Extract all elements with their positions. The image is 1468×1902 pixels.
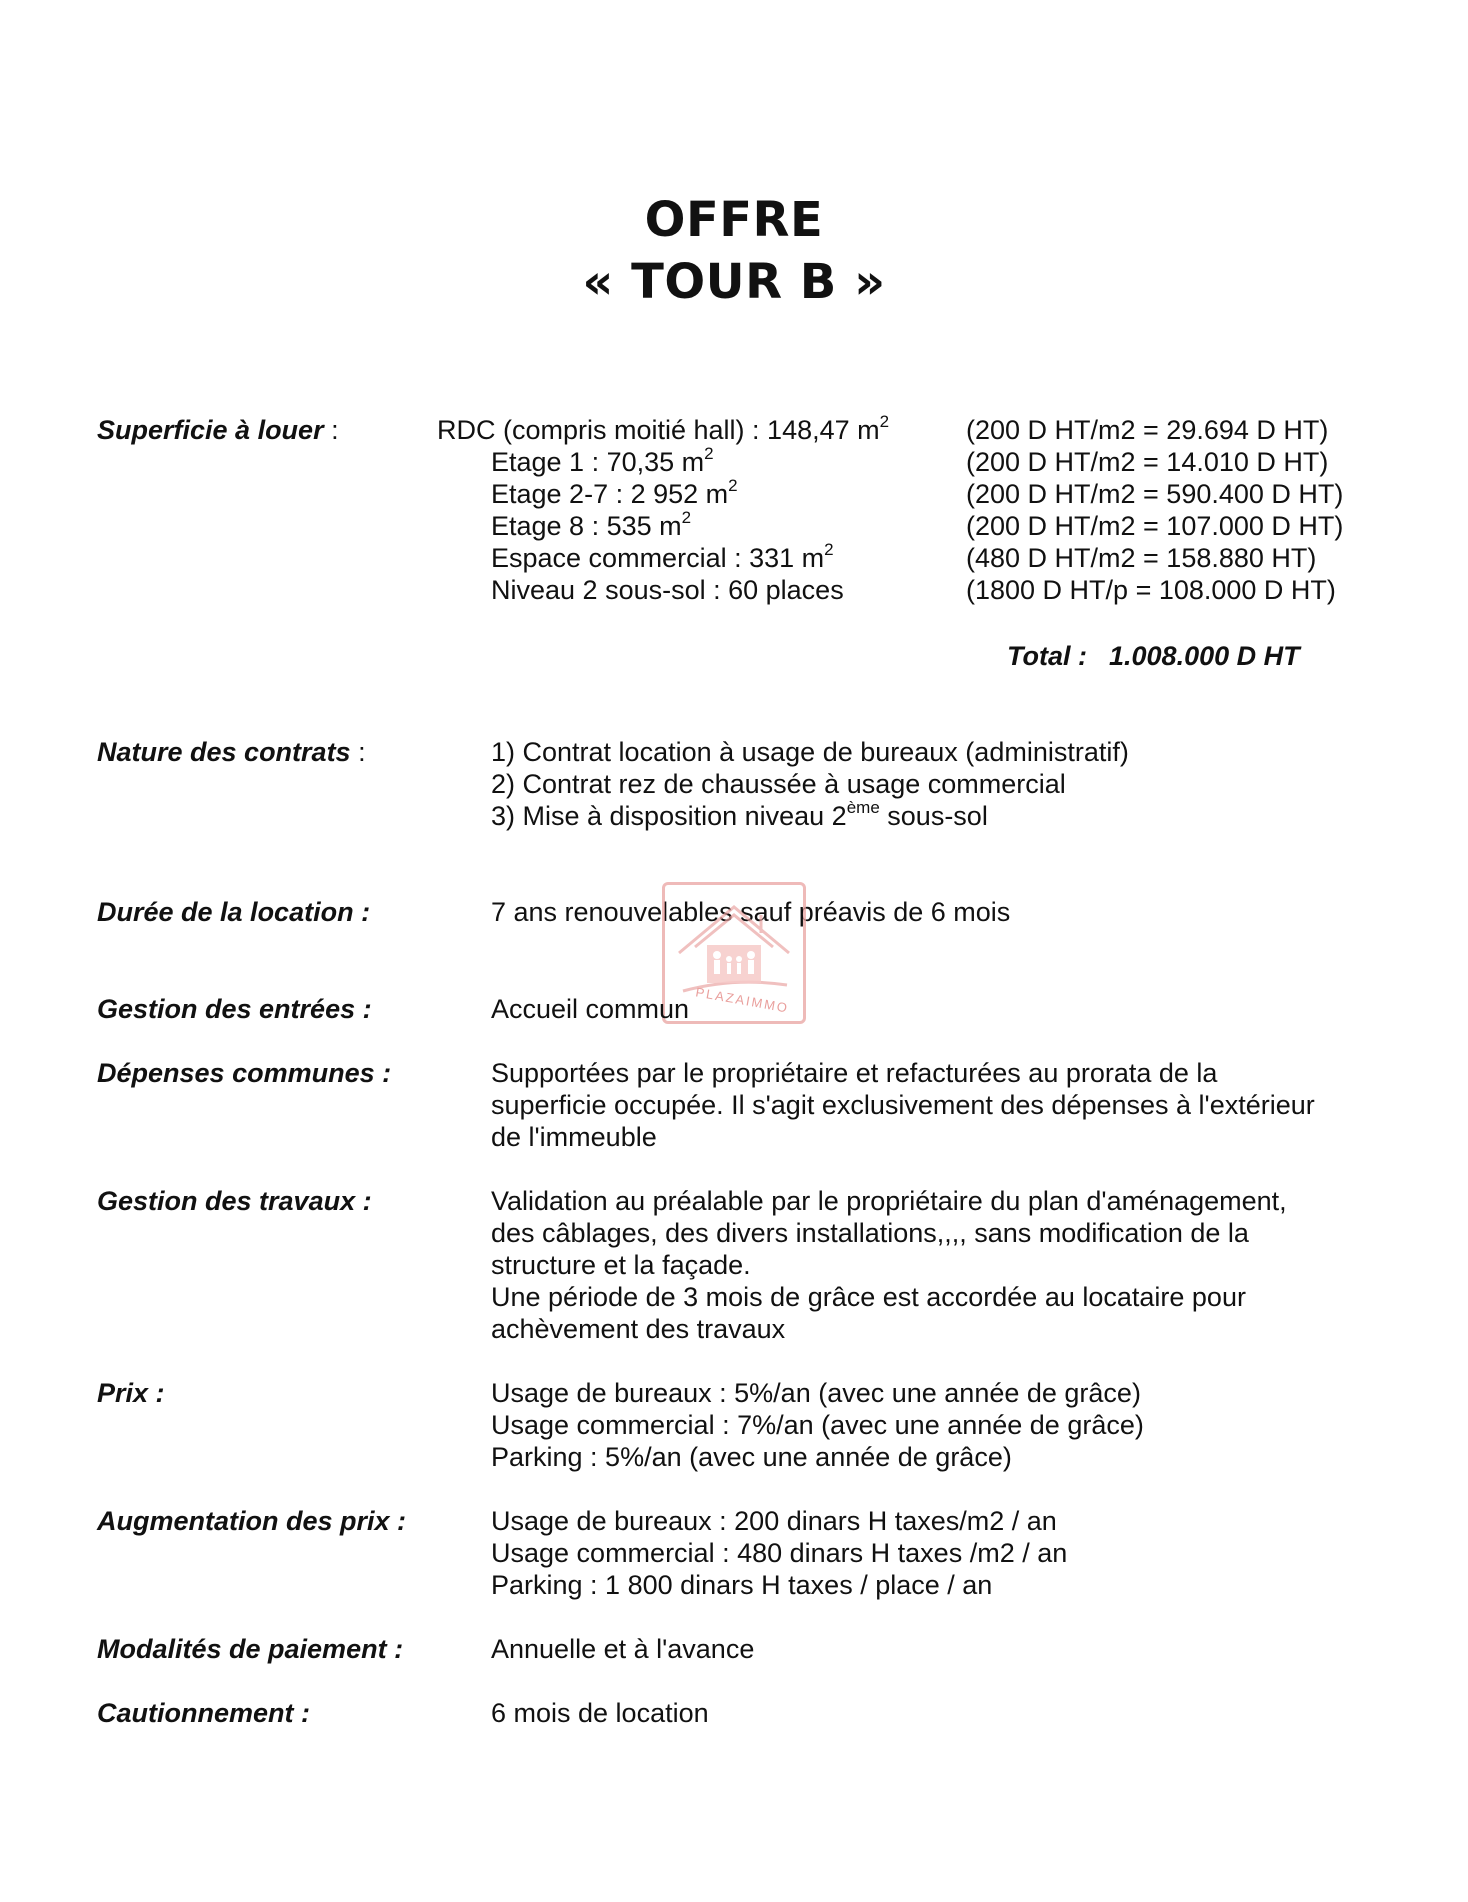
superficie-row-3-left bbox=[491, 510, 844, 542]
nature-line-1: 1) Contrat location à usage de bureaux (administratif) bbox=[491, 737, 1129, 767]
gestion-entrees-label: Gestion des entrées : bbox=[97, 994, 372, 1024]
superficie-row-1-text: Etage 1 : 70,35 m bbox=[491, 447, 705, 477]
prix-line-2: Usage commercial : 7%/an (avec une année de grâce) bbox=[491, 1410, 1144, 1440]
superficie-rows-right bbox=[966, 414, 1343, 606]
nature-label bbox=[97, 736, 366, 768]
superficie-row-4-text: Espace commercial : 331 m bbox=[491, 543, 825, 573]
travaux-line-5: achèvement des travaux bbox=[491, 1314, 786, 1344]
superficie-row-4-left bbox=[491, 542, 844, 574]
depenses-line-3: de l'immeuble bbox=[491, 1122, 657, 1152]
nature-line-2: 2) Contrat rez de chaussée à usage commercial bbox=[491, 769, 1066, 799]
nature-line-3-sup: ème bbox=[846, 798, 880, 817]
superficie-row-5-right: (1800 D HT/p = 108.000 D HT) bbox=[966, 575, 1336, 605]
superficie-row-1-sup: 2 bbox=[704, 444, 714, 463]
paiement-label: Modalités de paiement : bbox=[97, 1634, 404, 1664]
superficie-row-0-left bbox=[437, 414, 889, 446]
superficie-row-3-text: Etage 8 : 535 m bbox=[491, 511, 682, 541]
augmentation-value bbox=[491, 1505, 1067, 1601]
depenses-value bbox=[491, 1057, 1315, 1153]
nature-line-3-a: 3) Mise à disposition niveau 2 bbox=[491, 801, 847, 831]
superficie-row-3-right: (200 D HT/m2 = 107.000 D HT) bbox=[966, 511, 1344, 541]
travaux-line-4: Une période de 3 mois de grâce est accordée au locataire pour bbox=[491, 1282, 1246, 1312]
augmentation-line-1: Usage de bureaux : 200 dinars H taxes/m2 / an bbox=[491, 1506, 1057, 1536]
nature-label-text: Nature des contrats bbox=[97, 737, 351, 767]
superficie-row-5-text: Niveau 2 sous-sol : 60 places bbox=[491, 575, 844, 605]
superficie-label bbox=[97, 414, 339, 446]
superficie-row-2-left bbox=[491, 478, 844, 510]
augmentation-line-3: Parking : 1 800 dinars H taxes / place / an bbox=[491, 1570, 993, 1600]
watermark-text: PLAZAIMMO bbox=[694, 984, 791, 1016]
superficie-row-1-right: (200 D HT/m2 = 14.010 D HT) bbox=[966, 447, 1329, 477]
total-value: 1.008.000 D HT bbox=[1109, 641, 1300, 671]
travaux-value bbox=[491, 1185, 1287, 1345]
prix-value bbox=[491, 1377, 1144, 1473]
augmentation-label: Augmentation des prix : bbox=[97, 1506, 407, 1536]
title-line-2: « TOUR B » bbox=[582, 254, 886, 310]
superficie-rows-left bbox=[491, 446, 844, 606]
superficie-row-1-left bbox=[491, 446, 844, 478]
title-line-1: OFFRE bbox=[644, 192, 824, 248]
superficie-row-2-right: (200 D HT/m2 = 590.400 D HT) bbox=[966, 479, 1344, 509]
superficie-label-text: Superficie à louer bbox=[97, 415, 324, 445]
travaux-label: Gestion des travaux : bbox=[97, 1186, 372, 1216]
travaux-line-2: des câblages, des divers installations,,,, sans modification de la bbox=[491, 1218, 1249, 1248]
augmentation-line-2: Usage commercial : 480 dinars H taxes /m2 / an bbox=[491, 1538, 1068, 1568]
superficie-row-2-sup: 2 bbox=[728, 476, 738, 495]
superficie-row-4-right: (480 D HT/m2 = 158.880 HT) bbox=[966, 543, 1317, 573]
prix-line-1: Usage de bureaux : 5%/an (avec une année de grâce) bbox=[491, 1378, 1141, 1408]
caution-label: Cautionnement : bbox=[97, 1698, 310, 1728]
prix-label: Prix : bbox=[97, 1378, 165, 1408]
superficie-row-0-sup: 2 bbox=[879, 412, 890, 431]
caution-value: 6 mois de location bbox=[491, 1698, 709, 1728]
superficie-row-0-text: RDC (compris moitié hall) : 148,47 m bbox=[437, 415, 880, 445]
paiement-value: Annuelle et à l'avance bbox=[491, 1634, 755, 1664]
depenses-line-2: superficie occupée. Il s'agit exclusivement des dépenses à l'extérieur bbox=[491, 1090, 1315, 1120]
superficie-row-2-text: Etage 2-7 : 2 952 m bbox=[491, 479, 729, 509]
nature-label-colon: : bbox=[350, 737, 366, 767]
superficie-row-5-left bbox=[491, 574, 844, 606]
nature-value bbox=[491, 736, 1129, 832]
prix-line-3: Parking : 5%/an (avec une année de grâce) bbox=[491, 1442, 1012, 1472]
superficie-label-colon: : bbox=[323, 415, 339, 445]
depenses-line-1: Supportées par le propriétaire et refacturées au prorata de la bbox=[491, 1058, 1218, 1088]
superficie-row-0-right: (200 D HT/m2 = 29.694 D HT) bbox=[966, 415, 1329, 445]
depenses-label: Dépenses communes : bbox=[97, 1058, 392, 1088]
superficie-row-3-sup: 2 bbox=[681, 508, 692, 527]
travaux-line-3: structure et la façade. bbox=[491, 1250, 751, 1280]
duree-label: Durée de la location : bbox=[97, 897, 371, 927]
gestion-entrees-value: Accueil commun bbox=[491, 994, 690, 1024]
total-line bbox=[1007, 640, 1300, 672]
duree-value: 7 ans renouvelables sauf préavis de 6 mois bbox=[491, 897, 1011, 927]
nature-line-3 bbox=[491, 800, 1129, 832]
total-label: Total : bbox=[1007, 641, 1087, 671]
travaux-line-1: Validation au préalable par le propriétaire du plan d'aménagement, bbox=[491, 1186, 1287, 1216]
superficie-row-4-sup: 2 bbox=[824, 540, 834, 559]
nature-line-3-b: sous-sol bbox=[879, 801, 988, 831]
